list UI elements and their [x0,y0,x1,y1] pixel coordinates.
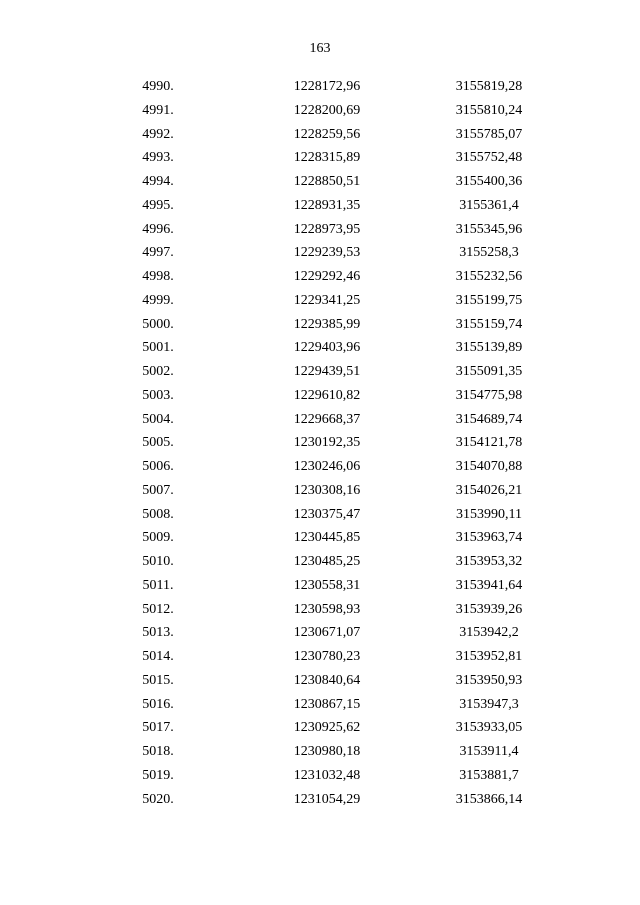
x-coordinate-cell: 1230925,62 [293,720,361,736]
table-row [0,479,640,503]
y-coordinate-cell: 3155361,4 [459,197,519,213]
table-row [0,788,640,812]
point-number-cell: 5001. [142,340,174,356]
point-number-cell: 5018. [142,744,174,759]
table-row [0,455,640,479]
point-number-cell: 5004. [142,411,174,427]
table-row [0,336,640,360]
x-coordinate-cell: 1228850,51 [293,174,361,189]
x-coordinate-cell: 1230375,47 [293,506,361,522]
x-coordinate-cell: 1229341,25 [293,292,361,308]
table-row [0,194,640,218]
table-row [0,408,640,432]
table-row [0,75,640,99]
y-coordinate-cell: 3153939,26 [455,601,523,617]
x-coordinate-cell: 1230246,06 [293,459,361,474]
table-row [0,740,640,764]
point-number-cell: 5006. [142,459,174,474]
table-row [0,669,640,693]
table-row [0,431,640,455]
table-row [0,693,640,717]
point-number-cell: 4999. [142,292,174,308]
point-number-cell: 4996. [142,221,174,237]
table-row [0,218,640,242]
y-coordinate-cell: 3153933,05 [455,720,523,736]
x-coordinate-cell: 1229292,46 [293,269,361,284]
table-row [0,170,640,194]
point-number-cell: 5002. [142,364,174,379]
point-number-cell: 5003. [142,387,174,403]
y-coordinate-cell: 3155785,07 [455,126,523,142]
y-coordinate-cell: 3155232,56 [455,269,523,284]
point-number-cell: 5000. [142,316,174,332]
point-number-cell: 4992. [142,126,174,142]
y-coordinate-cell: 3153950,93 [455,672,523,688]
x-coordinate-cell: 1228172,96 [293,79,361,94]
y-coordinate-cell: 3155139,89 [455,340,523,356]
y-coordinate-cell: 3155752,48 [455,150,523,166]
point-number-cell: 5019. [142,767,174,783]
point-number-cell: 5009. [142,530,174,546]
point-number-cell: 5012. [142,601,174,617]
y-coordinate-cell: 3153952,81 [455,649,523,664]
y-coordinate-cell: 3155199,75 [455,292,523,308]
point-number-cell: 4995. [142,197,174,213]
x-coordinate-cell: 1230980,18 [293,744,361,759]
x-coordinate-cell: 1228931,35 [293,197,361,213]
point-number-cell: 5007. [142,482,174,498]
table-row [0,123,640,147]
y-coordinate-cell: 3155345,96 [455,221,523,237]
table-row [0,550,640,574]
point-number-cell: 4994. [142,174,174,189]
point-number-cell: 5008. [142,506,174,522]
y-coordinate-cell: 3155091,35 [455,364,523,379]
y-coordinate-cell: 3154689,74 [455,411,523,427]
table-row [0,146,640,170]
y-coordinate-cell: 3153990,11 [456,506,522,522]
point-number-cell: 5015. [142,672,174,688]
table-row [0,598,640,622]
table-row [0,289,640,313]
table-row [0,574,640,598]
x-coordinate-cell: 1228200,69 [293,102,361,118]
point-number-cell: 5014. [142,649,174,664]
table-row [0,241,640,265]
x-coordinate-cell: 1228259,56 [293,126,361,142]
table-row [0,645,640,669]
y-coordinate-cell: 3155810,24 [455,102,523,118]
x-coordinate-cell: 1231032,48 [293,767,361,783]
table-row [0,384,640,408]
x-coordinate-cell: 1228315,89 [293,150,361,166]
table-row [0,360,640,384]
x-coordinate-cell: 1230485,25 [293,554,361,569]
y-coordinate-cell: 3153953,32 [455,554,523,569]
y-coordinate-cell: 3153963,74 [455,530,523,546]
x-coordinate-cell: 1229239,53 [293,245,361,261]
y-coordinate-cell: 3154026,21 [455,482,523,498]
y-coordinate-cell: 3155400,36 [455,174,523,189]
table-row [0,99,640,123]
x-coordinate-cell: 1230308,16 [293,482,361,498]
point-number-cell: 5020. [142,791,174,807]
x-coordinate-cell: 1230840,64 [293,672,361,688]
y-coordinate-cell: 3153881,7 [459,767,519,783]
table-row [0,621,640,645]
page-number: 163 [309,41,331,56]
point-number-cell: 5010. [142,554,174,569]
y-coordinate-cell: 3154121,78 [455,435,523,451]
x-coordinate-cell: 1229385,99 [293,316,361,332]
y-coordinate-cell: 3154070,88 [455,459,523,474]
x-coordinate-cell: 1230445,85 [293,530,361,546]
x-coordinate-cell: 1230867,15 [293,696,361,712]
point-number-cell: 4991. [142,102,174,118]
y-coordinate-cell: 3155159,74 [455,316,523,332]
x-coordinate-cell: 1230192,35 [293,435,361,451]
x-coordinate-cell: 1229439,51 [293,364,361,379]
table-row [0,716,640,740]
y-coordinate-cell: 3153947,3 [459,696,519,712]
table-row [0,313,640,337]
point-number-cell: 5016. [142,696,174,712]
point-number-cell: 4993. [142,150,174,166]
table-row [0,265,640,289]
point-number-cell: 5017. [142,720,174,736]
x-coordinate-cell: 1230558,31 [293,577,361,593]
y-coordinate-cell: 3155258,3 [459,245,519,261]
x-coordinate-cell: 1230598,93 [293,601,361,617]
point-number-cell: 5011. [142,577,174,593]
point-number-cell: 4990. [142,79,174,94]
table-row [0,503,640,527]
y-coordinate-cell: 3153942,2 [459,625,519,641]
x-coordinate-cell: 1229668,37 [293,411,361,427]
point-number-cell: 5013. [142,625,174,641]
point-number-cell: 5005. [142,435,174,451]
y-coordinate-cell: 3153941,64 [455,577,523,593]
x-coordinate-cell: 1231054,29 [293,791,361,807]
coordinates-table [0,75,640,811]
x-coordinate-cell: 1229403,96 [293,340,361,356]
point-number-cell: 4998. [142,269,174,284]
y-coordinate-cell: 3153866,14 [455,791,523,807]
x-coordinate-cell: 1230671,07 [293,625,361,641]
table-row [0,526,640,550]
y-coordinate-cell: 3153911,4 [459,744,519,759]
x-coordinate-cell: 1229610,82 [293,387,361,403]
y-coordinate-cell: 3154775,98 [455,387,523,403]
x-coordinate-cell: 1228973,95 [293,221,361,237]
y-coordinate-cell: 3155819,28 [455,79,523,94]
table-row [0,764,640,788]
point-number-cell: 4997. [142,245,174,261]
x-coordinate-cell: 1230780,23 [293,649,361,664]
